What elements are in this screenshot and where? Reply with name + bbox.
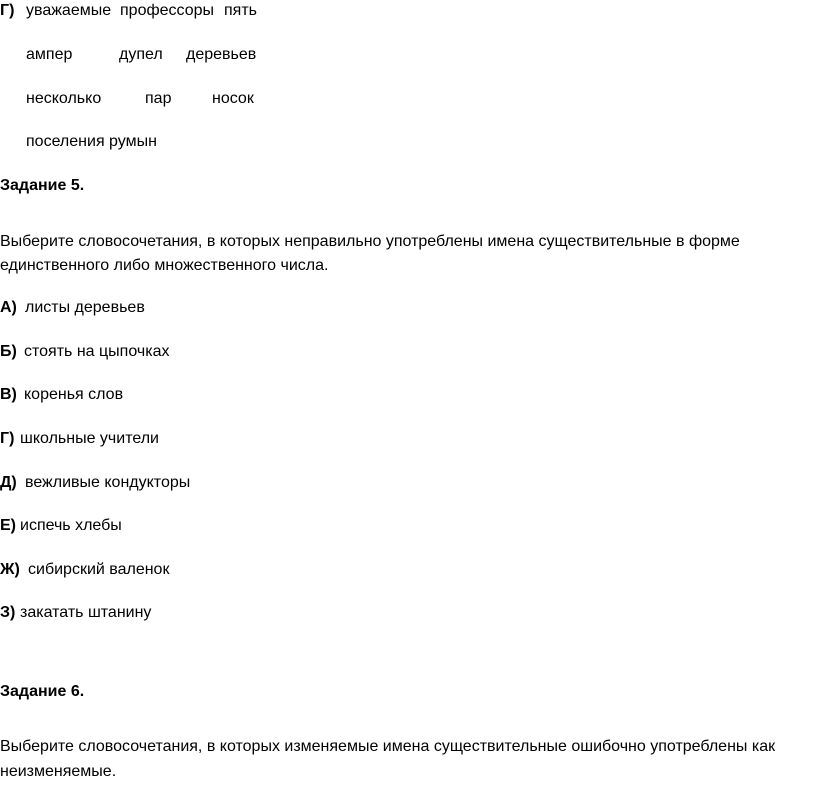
option-text: закатать штанину (20, 604, 152, 621)
option-text: сибирский валенок (28, 561, 170, 578)
word-pyat: пять (224, 2, 257, 19)
option-text: стоять на цыпочках (24, 343, 170, 360)
option-text: листы деревьев (25, 299, 145, 316)
word-dupel: дупел (119, 46, 163, 63)
word-amper: ампер (26, 46, 73, 63)
option-marker-g-top: Г) (0, 2, 15, 19)
option-marker: Д) (0, 474, 17, 491)
option-text: школьные учители (20, 430, 159, 447)
task6-instruction-line2: неизменяемые. (0, 763, 117, 780)
option-marker: Г) (0, 430, 15, 447)
task6-instruction-line1: Выберите словосочетания, в которых изменяемые имена существительные ошибочно употреблены как (0, 738, 776, 755)
option-marker: Е) (0, 517, 16, 534)
option-marker: Ж) (0, 561, 20, 578)
option-marker: Б) (0, 343, 17, 360)
phrase-poseleniya-rumyn: поселения румын (26, 133, 157, 150)
option-text: вежливые кондукторы (25, 474, 191, 491)
task5-instruction-line1: Выберите словосочетания, в которых неправильно употреблены имена существительные в форме (0, 233, 740, 250)
task5-instruction-line2: единственного либо множественного числа. (0, 257, 329, 274)
word-nosok: носок (212, 90, 254, 107)
task6-title: Задание 6. (0, 683, 85, 700)
word-neskolko: несколько (26, 90, 102, 107)
word-uvazhaemye: уважаемые (26, 2, 112, 19)
task5-title: Задание 5. (0, 177, 85, 194)
option-text: испечь хлебы (20, 517, 122, 534)
word-par: пар (145, 90, 172, 107)
option-marker: З) (0, 604, 16, 621)
option-text: коренья слов (24, 386, 124, 403)
word-professory: профессоры (120, 2, 214, 19)
word-derevev: деревьев (186, 46, 257, 63)
option-marker: В) (0, 386, 17, 403)
option-marker: А) (0, 299, 17, 316)
